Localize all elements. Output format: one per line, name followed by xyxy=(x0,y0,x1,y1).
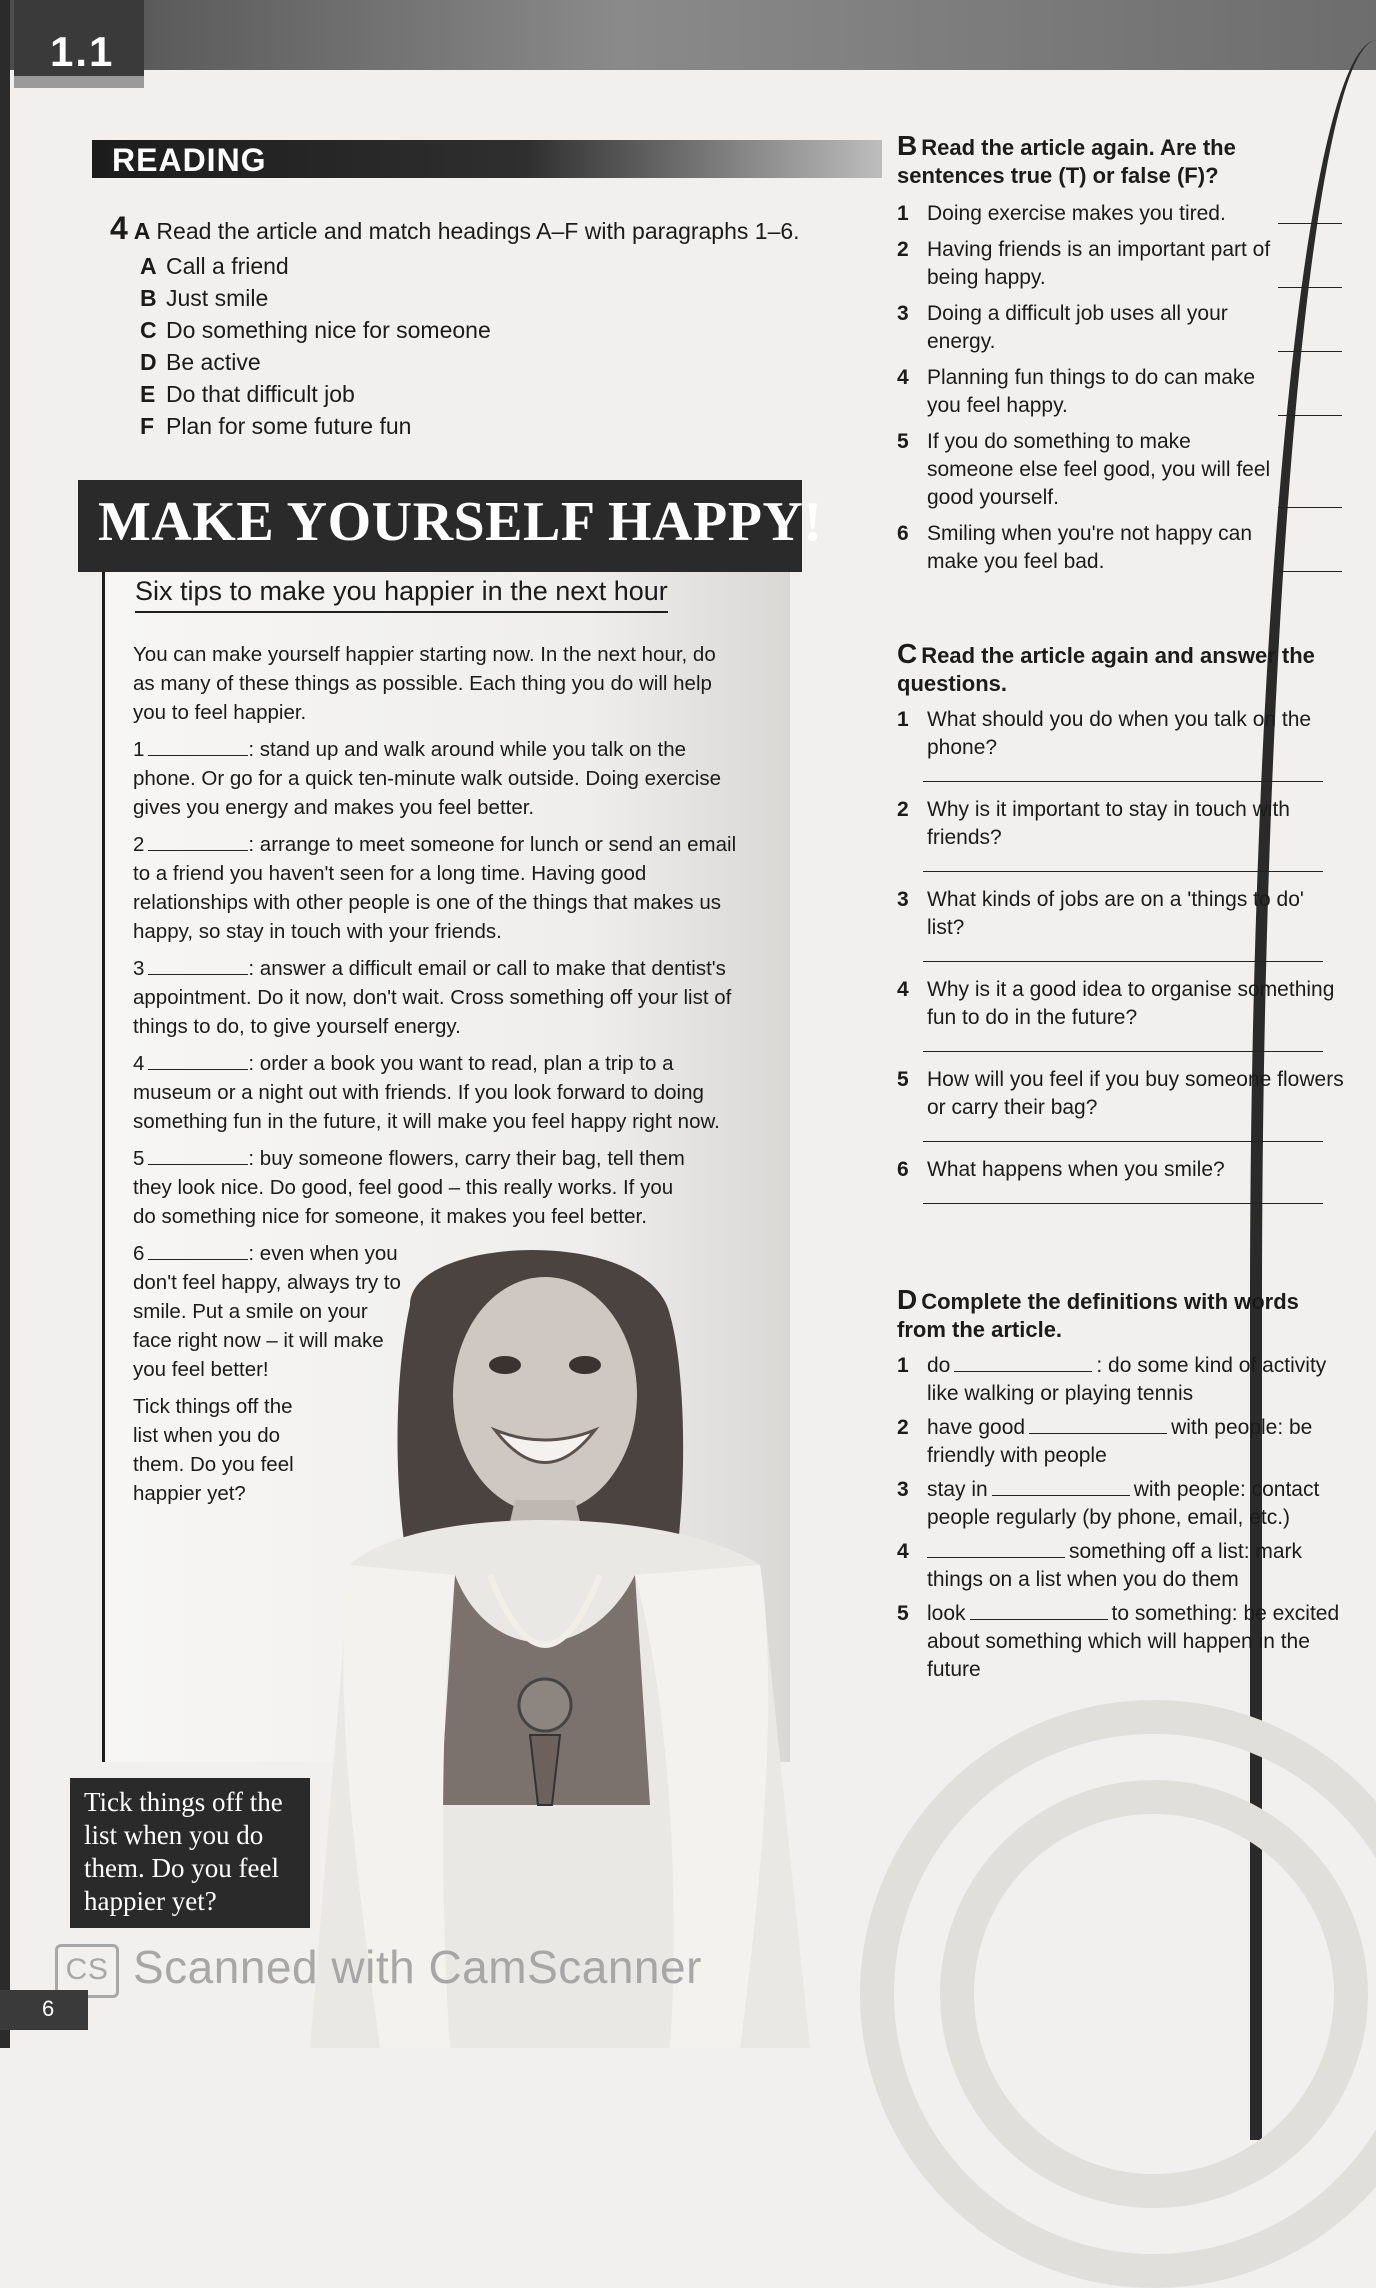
heading-item: E Do that difficult job xyxy=(140,381,355,407)
questions-list xyxy=(897,706,1347,1218)
section-d-heading: D Complete the definitions with words from the article. xyxy=(897,1284,1299,1342)
section-c-heading: C Read the article again and answer the questions. xyxy=(897,638,1315,696)
heading-blank xyxy=(148,1146,248,1165)
answer-line[interactable] xyxy=(923,781,1323,782)
question-item: 6 What happens when you smile? xyxy=(897,1156,1347,1184)
definition-item: 3 stay in with people: contact people regularly (by phone, email, etc.) xyxy=(897,1478,1320,1529)
tf-item: 2 Having friends is an important part of being happy. xyxy=(897,236,1282,292)
answer-blank[interactable] xyxy=(1278,287,1342,288)
exercise-letter: A xyxy=(133,218,151,244)
definition-blank[interactable] xyxy=(992,1477,1130,1496)
page-number: 6 xyxy=(42,1996,55,2021)
unit-tab xyxy=(14,0,144,88)
definition-blank[interactable] xyxy=(1029,1415,1167,1434)
heading-blank xyxy=(148,956,248,975)
answer-blank[interactable] xyxy=(1278,415,1342,416)
tf-item: 5 If you do something to make someone else feel good, you will feel good yourself. xyxy=(897,428,1282,512)
definition-item: 4 something off a list: mark things on a list when you do them xyxy=(897,1540,1303,1591)
exercise-instruction-text: Read the article and match headings A–F with paragraphs 1–6. xyxy=(156,218,800,244)
answer-line[interactable] xyxy=(923,961,1323,962)
definition-item: 2 have good with people: be friendly with people xyxy=(897,1416,1313,1467)
scanner-watermark: CS Scanned with CamScanner xyxy=(55,1940,702,1998)
question-item: 5 How will you feel if you buy someone flowers or carry their bag? xyxy=(897,1066,1347,1122)
article-closing: Tick things off the list when you do them. Do you feel happier yet? xyxy=(133,1395,294,1505)
heading-blank xyxy=(148,737,248,756)
reading-section-bar xyxy=(92,140,882,178)
section-b-heading: B Read the article again. Are the sentences true (T) or false (F)? xyxy=(897,130,1236,188)
question-item: 2 Why is it important to stay in touch with friends? xyxy=(897,796,1347,852)
question-item: 4 Why is it a good idea to organise something fun to do in the future? xyxy=(897,976,1347,1032)
answer-line[interactable] xyxy=(923,1203,1323,1204)
pull-quote-box xyxy=(70,1778,310,1928)
heading-item: F Plan for some future fun xyxy=(140,413,412,439)
exercise-number: 4 xyxy=(110,210,128,246)
article-paragraph-2: 2 : arrange to meet someone for lunch or send an email to a friend you haven't seen for a long time. Having good relationships with other people is one of the things that makes us happy, so stay in touch with your friends. xyxy=(133,833,737,943)
true-false-list xyxy=(897,200,1282,584)
definition-blank[interactable] xyxy=(970,1601,1108,1620)
definition-item: 5 look to something: be excited about something which will happen in the future xyxy=(897,1602,1340,1681)
tf-item: 3 Doing a difficult job uses all your energy. xyxy=(897,300,1282,356)
reading-section-label: READING xyxy=(112,142,267,178)
page-number-tab xyxy=(0,1990,88,2030)
question-item: 3 What kinds of jobs are on a 'things to do' list? xyxy=(897,886,1347,942)
pull-quote-text: Tick things off the list when you do them. Do you feel happier yet? xyxy=(84,1787,283,1916)
answer-line[interactable] xyxy=(923,1141,1323,1142)
heading-item: B Just smile xyxy=(140,285,269,311)
article-paragraph-3: 3 : answer a difficult email or call to make that dentist's appointment. Do it now, don't wait. Cross something off your list of things to do, to give yourself energy. xyxy=(133,957,732,1038)
question-item: 1 What should you do when you talk on the phone? xyxy=(897,706,1347,762)
article-title: MAKE YOURSELF HAPPY! xyxy=(98,491,823,553)
article-paragraph-4: 4 : order a book you want to read, plan a trip to a museum or a night out with friends. If you look forward to doing something fun in the future, it will make you feel happy right now. xyxy=(133,1052,720,1133)
camscanner-logo-icon: CS xyxy=(55,1944,119,1998)
background-swirl xyxy=(940,1780,1368,2208)
tf-item: 4 Planning fun things to do can make you feel happy. xyxy=(897,364,1282,420)
answer-blank[interactable] xyxy=(1278,223,1342,224)
article-paragraph-5: 5 : buy someone flowers, carry their bag, tell them they look nice. Do good, feel good – this really works. If you do something nice for someone, it makes you feel better. xyxy=(133,1147,685,1228)
heading-blank xyxy=(148,1241,248,1260)
heading-item: C Do something nice for someone xyxy=(140,317,491,343)
top-header-band xyxy=(0,0,1376,70)
definition-blank[interactable] xyxy=(927,1539,1065,1558)
answer-blank[interactable] xyxy=(1278,507,1342,508)
definitions-list xyxy=(897,1352,1347,1690)
tf-item: 6 Smiling when you're not happy can make you feel bad. xyxy=(897,520,1282,576)
unit-number: 1.1 xyxy=(50,28,115,75)
article-paragraph-6: 6 : even when you don't feel happy, always try to smile. Put a smile on your face right now – it will make you feel better! xyxy=(133,1242,401,1381)
exercise-4a-instruction xyxy=(110,210,800,247)
answer-line[interactable] xyxy=(923,1051,1323,1052)
definition-blank[interactable] xyxy=(954,1353,1092,1372)
headings-list xyxy=(140,250,491,442)
page-binding-edge xyxy=(0,0,10,2048)
heading-item: D Be active xyxy=(140,349,261,375)
tf-item: 1 Doing exercise makes you tired. xyxy=(897,200,1282,228)
definition-item: 1 do : do some kind of activity like walking or playing tennis xyxy=(897,1354,1327,1405)
heading-blank xyxy=(148,1051,248,1070)
article-intro: You can make yourself happier starting now. In the next hour, do as many of these things as possible. Each thing you do will help you to feel happier. xyxy=(133,643,716,724)
heading-blank xyxy=(148,832,248,851)
article-body xyxy=(133,640,743,1516)
article-subtitle: Six tips to make you happier in the next hour xyxy=(135,576,668,613)
answer-blank[interactable] xyxy=(1278,351,1342,352)
article-paragraph-1: 1 : stand up and walk around while you talk on the phone. Or go for a quick ten-minute walk outside. Doing exercise gives you energy and makes you feel better. xyxy=(133,738,721,819)
heading-item: A Call a friend xyxy=(140,253,289,279)
article-title-bar xyxy=(78,480,823,572)
answer-blank[interactable] xyxy=(1278,571,1342,572)
answer-line[interactable] xyxy=(923,871,1323,872)
